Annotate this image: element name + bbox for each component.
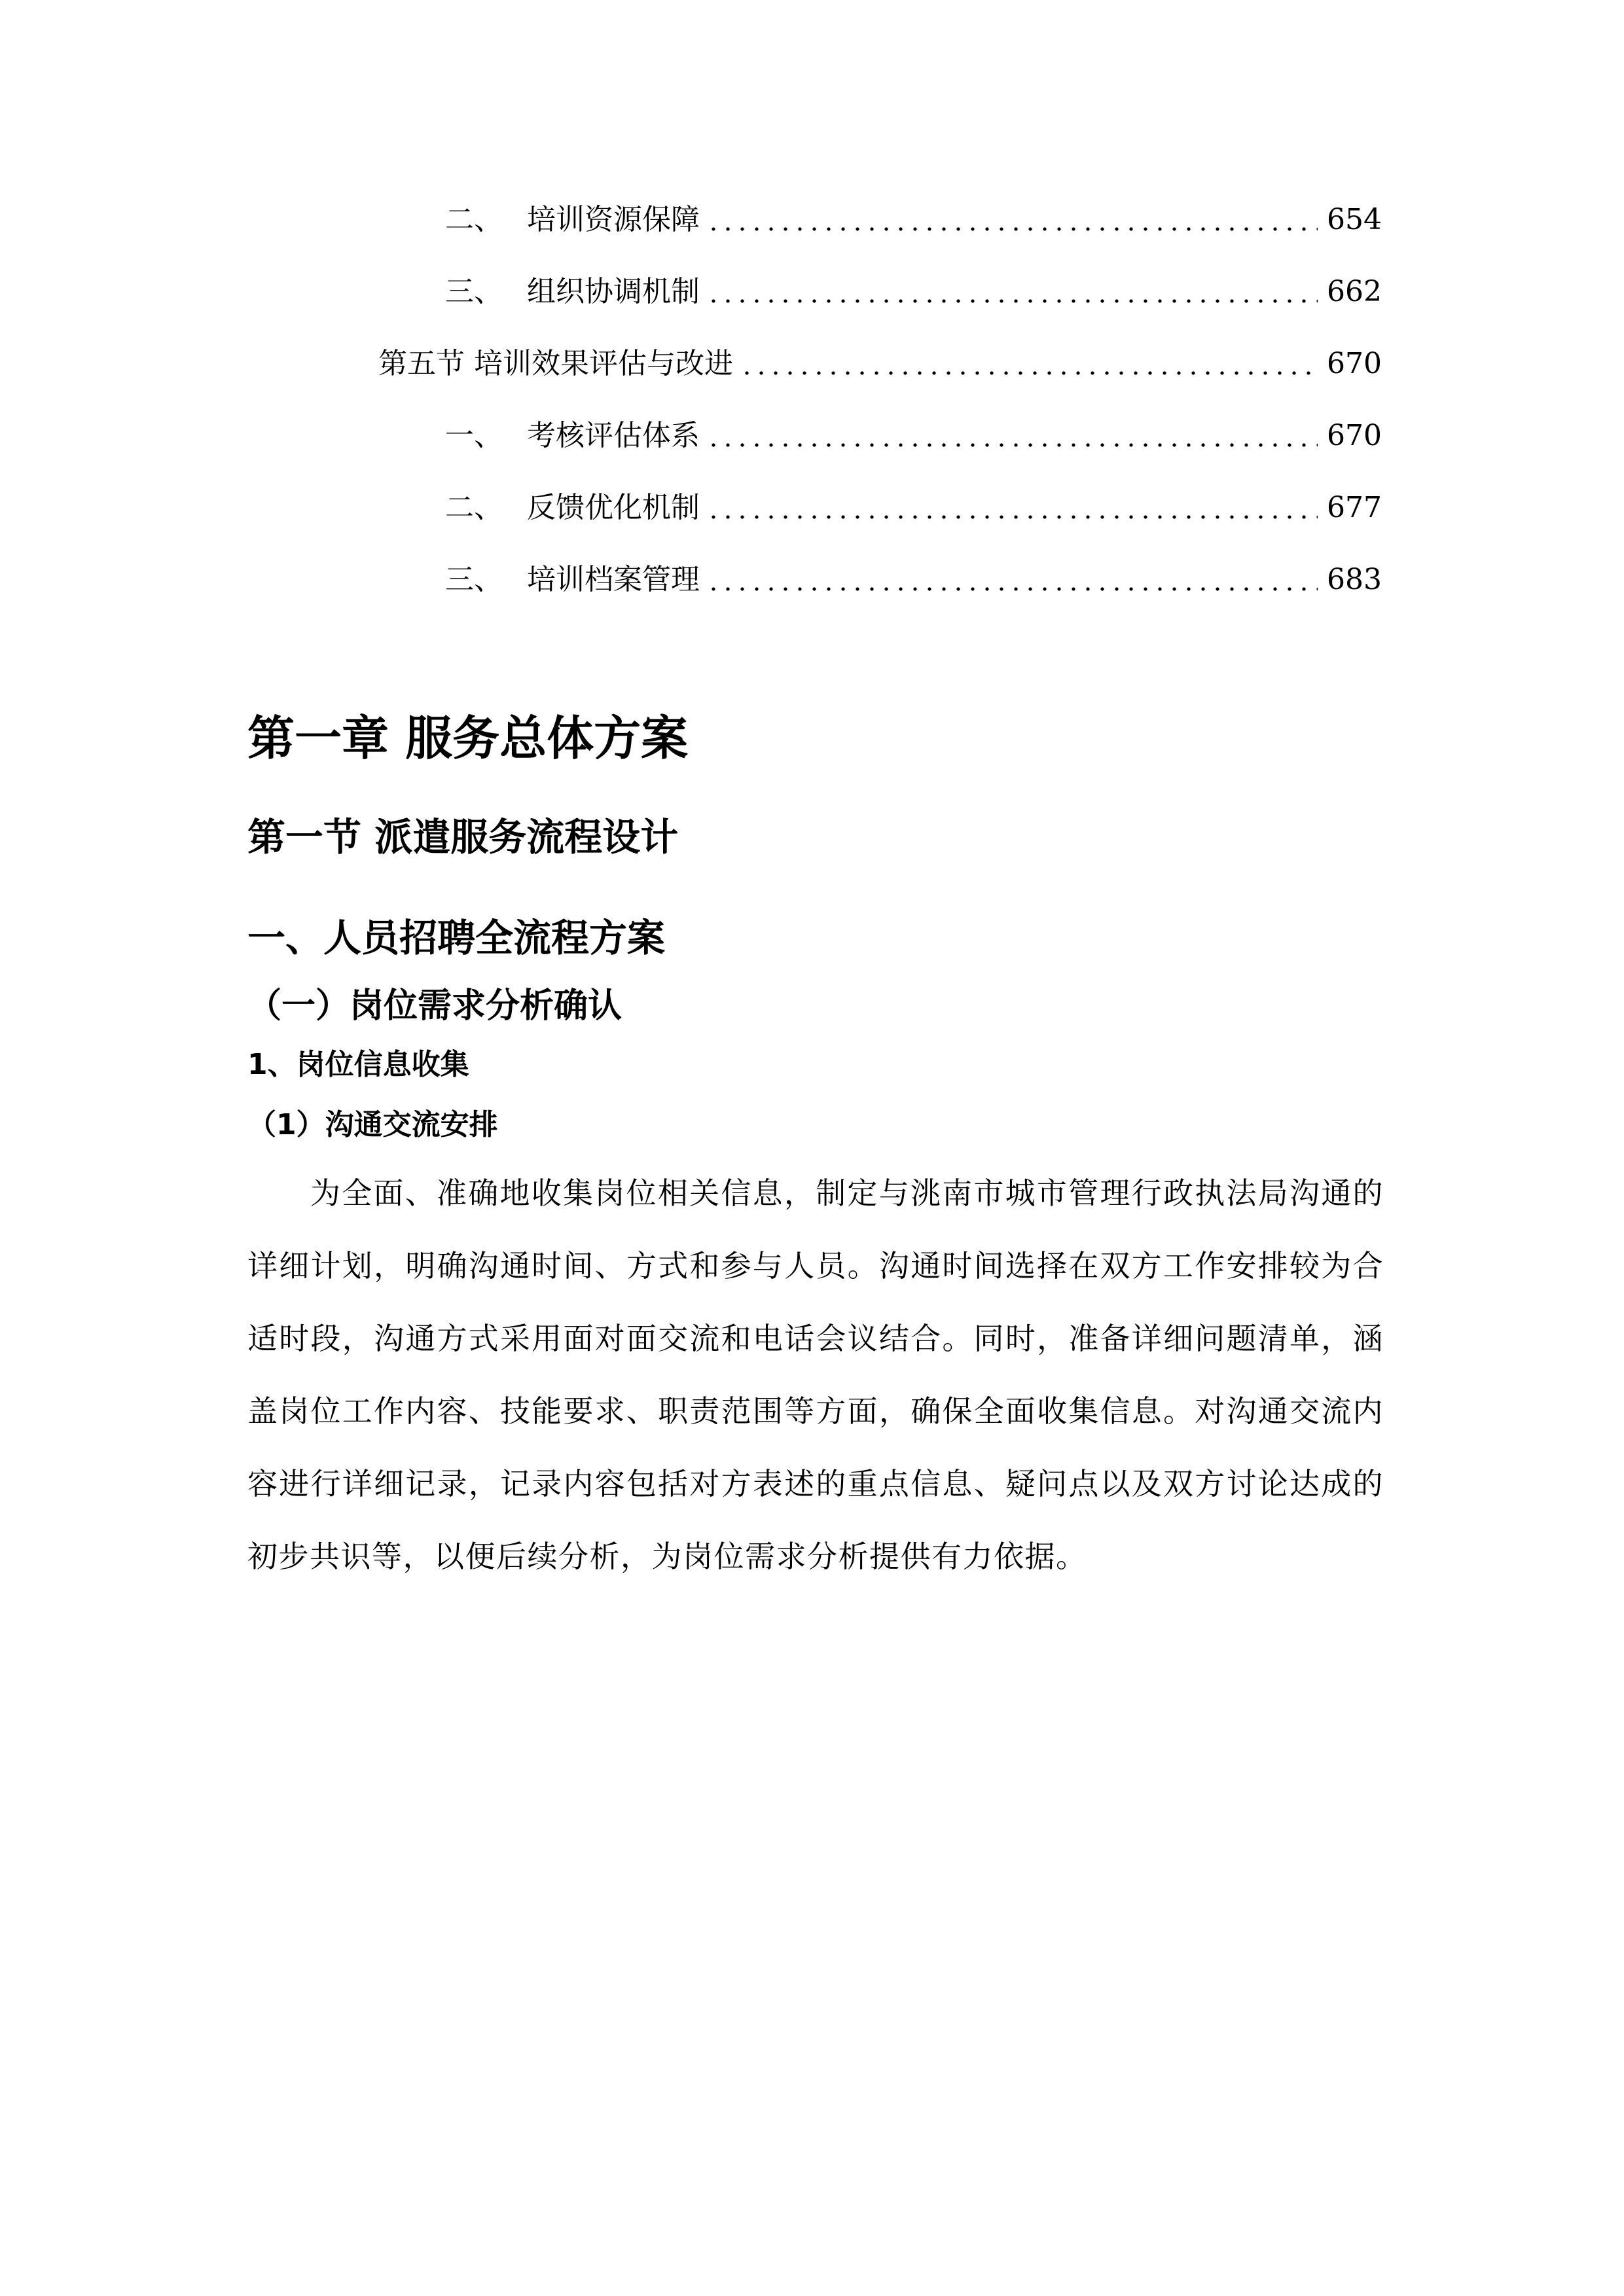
heading-level-5: 1、岗位信息收集 [247,1048,469,1081]
toc-dot-leader [706,197,1318,243]
toc-entry-number: 一、 [445,419,503,452]
toc-entry[interactable] [378,341,1382,387]
toc-dot-leader [706,557,1318,603]
toc-entry-title: 第五节 培训效果评估与改进 [378,347,733,380]
subsection-title: 一、人员招聘全流程方案 [247,916,666,960]
chapter-title: 第一章 服务总体方案 [247,711,689,766]
toc-entry-number: 二、 [445,203,503,236]
section-title: 第一节 派遣服务流程设计 [247,815,679,859]
toc-entry-number: 二、 [445,491,503,524]
toc-entry[interactable] [445,557,1382,603]
toc-entry-title: 考核评估体系 [527,419,700,452]
toc-entry-page: 683 [1327,563,1382,596]
toc-entry[interactable] [445,269,1382,315]
toc-dot-leader [706,485,1318,531]
body-paragraph: 为全面、准确地收集岗位相关信息，制定与洮南市城市管理行政执法局沟通的详细计划，明确沟通时间、方式和参与人员。沟通时间选择在双方工作安排较为合适时段，沟通方式采用面对面交流和电话会议结合。同时，准备详细问题清单，涵盖岗位工作内容、技能要求、职责范围等方面，确保全面收集信息。对沟通交流内容进行详细记录，记录内容包括对方表述的重点信息、疑问点以及双方讨论达成的初步共识等，以便后续分析，为岗位需求分析提供有力依据。 [247,1175,1384,1574]
toc-entry-page: 662 [1327,275,1382,308]
toc-entry-title: 培训档案管理 [527,563,700,596]
toc-entry[interactable] [445,197,1382,243]
toc-entry-number: 三、 [445,563,503,596]
toc-entry-page: 677 [1327,491,1382,524]
toc-dot-leader [740,341,1318,387]
heading-level-4: （一）岗位需求分析确认 [247,986,623,1026]
heading-level-6: （1）沟通交流安排 [247,1108,498,1141]
toc-entry-title: 组织协调机制 [527,275,700,308]
toc-entry-title: 反馈优化机制 [527,491,700,524]
toc-dot-leader [706,413,1318,459]
toc-dot-leader [706,269,1318,315]
toc-entry[interactable] [445,485,1382,531]
toc-entry-title: 培训资源保障 [527,203,700,236]
toc-entry-page: 670 [1327,347,1382,380]
toc-entry-page: 670 [1327,419,1382,452]
toc-entry[interactable] [445,413,1382,459]
toc-entry-page: 654 [1327,203,1382,236]
toc-entry-number: 三、 [445,275,503,308]
